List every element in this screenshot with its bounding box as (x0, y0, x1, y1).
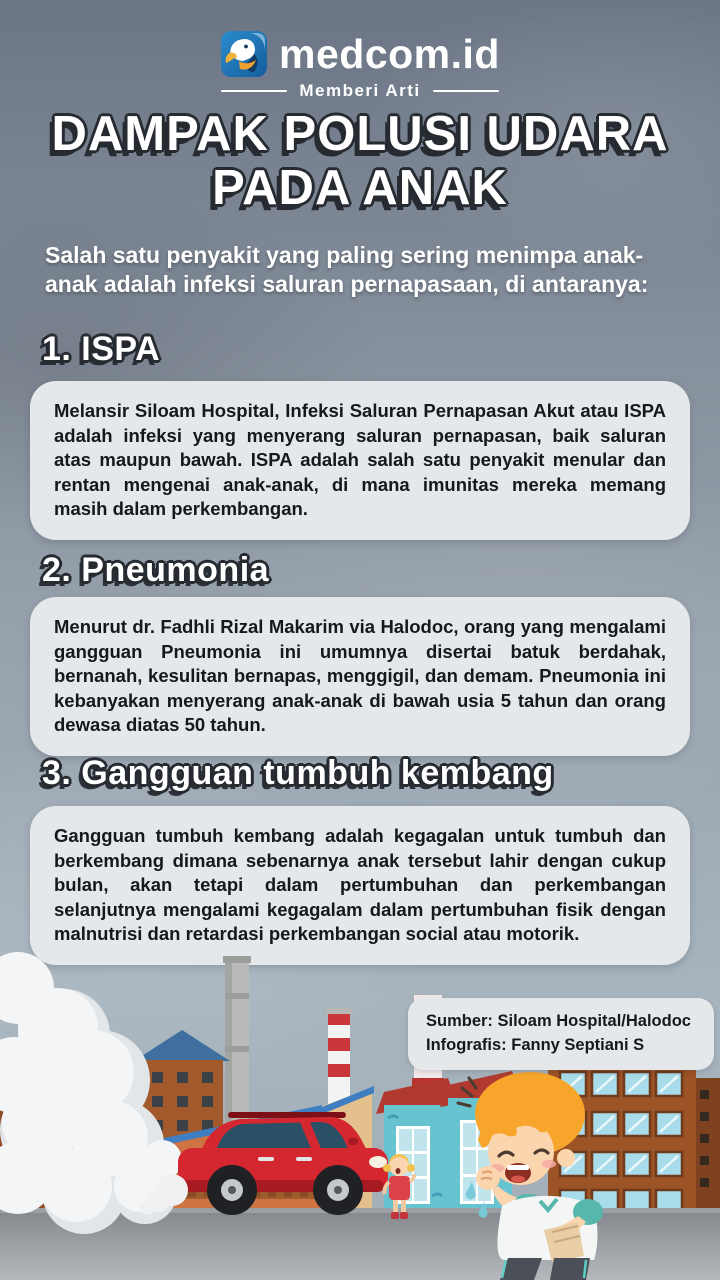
header (0, 30, 720, 101)
section-3-heading: 3. Gangguan tumbuh kembang (42, 754, 554, 792)
section-2-heading: 2. Pneumonia (42, 551, 270, 589)
brand-name: medcom.id (279, 30, 500, 77)
section-3-card: Gangguan tumbuh kembang adalah kegagalan untuk tumbuh dan berkembang dimana sebenarnya anak tersebut lahir dengan cukup bulan, akan tetapi dalam pertumbuhan dan perkembangan selanjutnya mengalami kegagalam dalam pertumbuhan fisik dengan malnutrisi dan retardasi perkembangan social atau motorik. (30, 806, 690, 965)
section-1-card: Melansir Siloam Hospital, Infeksi Saluran Pernapasan Akut atau ISPA adalah infeksi yang menyerang saluran pernapasan, baik saluran atas maupun bawah. ISPA adalah salah satu penyakit menular dan rentan mengenai anak-anak, di mana imunitas mereka memang masih dalam perkembangan. (30, 381, 690, 540)
tagline-line-right (433, 90, 499, 92)
infographic-title (0, 108, 720, 216)
chimney-icon (223, 956, 251, 1130)
striped-chimney-icon (326, 1008, 352, 1112)
pollution-illustration (0, 860, 720, 1280)
credits-box (408, 998, 714, 1070)
brand-tagline: Memberi Arti (299, 81, 421, 100)
intro-text: Salah satu penyakit yang paling sering menimpa anak-anak adalah infeksi saluran pernapasaan, di antaranya: (45, 242, 649, 297)
credit-infographic: Infografis: Fanny Septiani S (426, 1035, 645, 1054)
title-line-1: DAMPAK POLUSI UDARA (51, 107, 669, 161)
eagle-icon (220, 30, 268, 78)
tagline-line-left (221, 90, 287, 92)
credit-source: Sumber: Siloam Hospital/Halodoc (426, 1012, 691, 1030)
brand-tagline-row (0, 81, 720, 101)
section-1-heading: 1. ISPA (42, 330, 161, 368)
section-2-card: Menurut dr. Fadhli Rizal Makarim via Halodoc, orang yang mengalami gangguan Pneumonia ini umumnya disertai batuk berdahak, bernanah, kesulitan bernapas, menggigil, dan demam. Pneumonia ini kebanyakan menyerang anak-anak di bawah usia 5 tahun dan orang dewasa diatas 50 tahun. (30, 597, 690, 756)
title-line-2: PADA ANAK (212, 160, 508, 215)
brand-logo (0, 30, 720, 78)
